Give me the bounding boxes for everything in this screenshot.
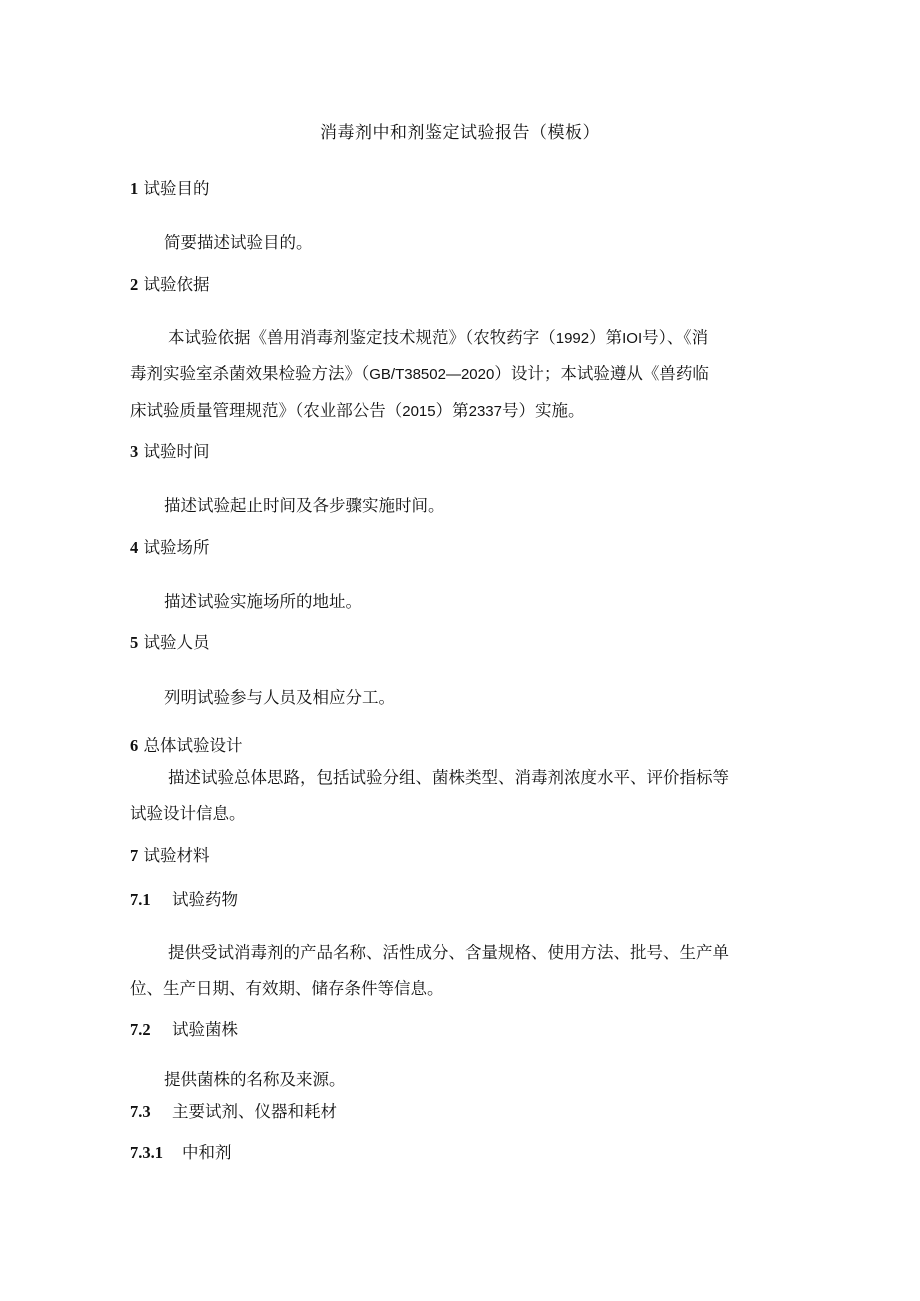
- section-5-body: 列明试验参与人员及相应分工。: [164, 688, 395, 707]
- section-2-line-3-part-e: 号）实施。: [502, 401, 585, 420]
- section-4-title: 试验场所: [143, 538, 210, 557]
- document-title: 消毒剂中和剂鉴定试验报告（模板）: [320, 123, 600, 143]
- section-6-line-1: 描述试验总体思路，包括试验分组、菌株类型、消毒剂浓度水平、评价指标等: [168, 768, 729, 787]
- section-7-1-number: 7.1: [130, 890, 151, 909]
- section-6-title: 总体试验设计: [143, 736, 243, 755]
- section-7-3-title: 主要试剂、仪器和耗材: [172, 1102, 337, 1121]
- section-7-1-line-1: 提供受试消毒剂的产品名称、活性成分、含量规格、使用方法、批号、生产单: [168, 943, 729, 962]
- section-2-line-3-part-a: 床试验质量管理规范》（农业部公告（: [130, 401, 403, 420]
- section-7-3-number: 7.3: [130, 1102, 151, 1121]
- section-6-heading: [130, 732, 243, 756]
- section-7-1-title: 试验药物: [172, 890, 238, 909]
- section-7-1-heading: [130, 886, 238, 910]
- section-3-title: 试验时间: [143, 442, 210, 461]
- section-5-heading: [130, 629, 210, 653]
- section-7-2-number: 7.2: [130, 1020, 151, 1039]
- section-2-title: 试验依据: [143, 275, 210, 294]
- section-3-number: 3: [130, 442, 139, 461]
- section-7-1-line-2: 位、生产日期、有效期、储存条件等信息。: [130, 979, 444, 998]
- section-7-3-1-number: 7.3.1: [130, 1143, 163, 1162]
- section-2-line-3-part-c: ）第: [435, 401, 469, 420]
- section-2-line-2: [130, 360, 709, 384]
- section-4-heading: [130, 534, 210, 558]
- section-7-heading: [130, 842, 210, 866]
- section-1-heading: [130, 175, 210, 199]
- section-6-number: 6: [130, 736, 139, 755]
- section-2-number: 2: [130, 275, 139, 294]
- section-2-line-1-part-d: IOI: [622, 330, 643, 347]
- section-7-2-body: 提供菌株的名称及来源。: [164, 1070, 346, 1089]
- section-7-2-heading: [130, 1016, 238, 1040]
- section-3-body: 描述试验起止时间及各步骤实施时间。: [164, 496, 445, 515]
- section-4-body: 描述试验实施场所的地址。: [164, 592, 362, 611]
- section-1-title: 试验目的: [143, 179, 210, 198]
- section-2-line-1-part-a: 本试验依据《兽用消毒剂鉴定技术规范》（农牧药字（: [168, 328, 556, 347]
- section-5-number: 5: [130, 633, 139, 652]
- section-2-line-3: [130, 397, 585, 421]
- section-7-3-heading: [130, 1098, 337, 1122]
- section-2-line-1-part-c: ）第: [589, 328, 623, 347]
- section-7-2-title: 试验菌株: [172, 1020, 238, 1039]
- section-1-body: 简要描述试验目的。: [164, 233, 313, 252]
- section-3-heading: [130, 438, 210, 462]
- section-7-3-1-title: 中和剂: [182, 1143, 232, 1162]
- section-7-number: 7: [130, 846, 139, 865]
- section-1-number: 1: [130, 179, 139, 198]
- section-2-line-2-part-b: GB/T38502—2020: [369, 366, 495, 383]
- section-2-line-1-part-e: 号）、《消: [642, 328, 709, 347]
- section-4-number: 4: [130, 538, 139, 557]
- section-2-heading: [130, 271, 210, 295]
- section-2-line-3-part-d: 2337: [468, 403, 502, 420]
- section-2-line-2-part-c: ）设计；本试验遵从《兽药临: [494, 364, 709, 383]
- section-2-line-3-part-b: 2015: [402, 403, 436, 420]
- section-6-line-2: 试验设计信息。: [130, 804, 246, 823]
- section-7-title: 试验材料: [143, 846, 210, 865]
- section-2-line-1-part-b: 1992: [555, 330, 590, 347]
- section-5-title: 试验人员: [143, 633, 210, 652]
- section-7-3-1-heading: [130, 1139, 232, 1163]
- section-2-line-2-part-a: 毒剂实验室杀菌效果检验方法》（: [130, 364, 370, 383]
- section-2-line-1: [168, 324, 708, 348]
